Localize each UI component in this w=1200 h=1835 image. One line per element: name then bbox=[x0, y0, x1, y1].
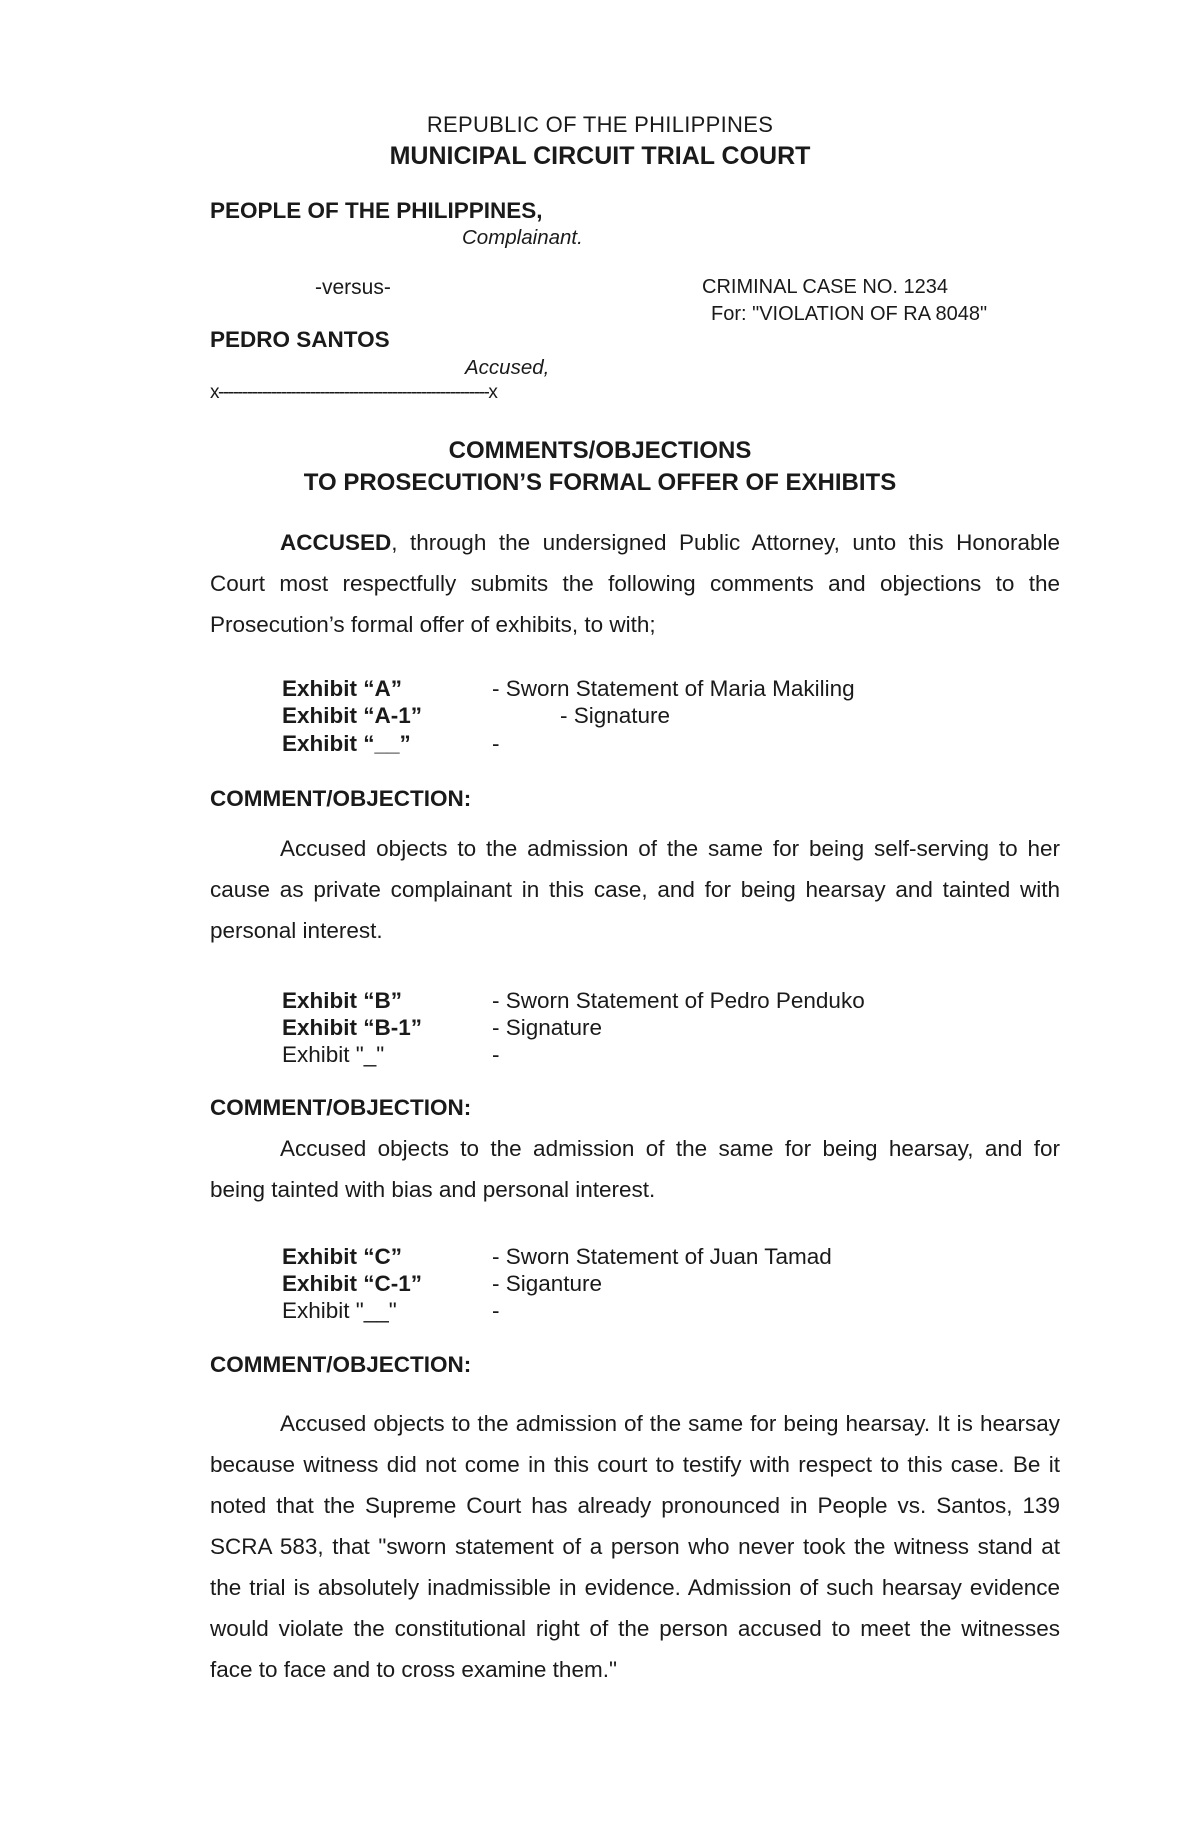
exhibit-label: Exhibit “C” bbox=[282, 1244, 403, 1269]
exhibit-description: - Sworn Statement of Juan Tamad bbox=[492, 1244, 832, 1269]
comment-paragraph bbox=[210, 1403, 1060, 1690]
exhibit-description: - Signature bbox=[492, 1015, 603, 1040]
case-for: For: "VIOLATION OF RA 8048" bbox=[711, 303, 988, 325]
plaintiff-role: Complainant. bbox=[462, 226, 583, 249]
exhibit-description: - bbox=[492, 1042, 500, 1067]
case-number: CRIMINAL CASE NO. 1234 bbox=[702, 276, 949, 298]
versus-label: -versus- bbox=[315, 276, 391, 299]
exhibit-label: Exhibit “A-1” bbox=[282, 703, 423, 728]
exhibit-description: - Signature bbox=[560, 703, 671, 728]
comment-objection-heading: COMMENT/OBJECTION: bbox=[210, 1095, 472, 1120]
comment-paragraph bbox=[210, 1128, 1060, 1210]
intro-paragraph bbox=[210, 522, 1060, 645]
plaintiff-name: PEOPLE OF THE PHILIPPINES, bbox=[210, 198, 543, 223]
accused-role: Accused, bbox=[465, 356, 550, 379]
comment-paragraph bbox=[210, 828, 1060, 951]
exhibit-label: Exhibit “A” bbox=[282, 676, 403, 701]
intro-lead: ACCUSED bbox=[280, 530, 392, 555]
exhibit-label: Exhibit “C-1” bbox=[282, 1271, 423, 1296]
exhibit-description: - Sworn Statement of Maria Makiling bbox=[492, 676, 855, 701]
exhibit-description: - bbox=[492, 731, 500, 756]
exhibit-description: - Siganture bbox=[492, 1271, 603, 1296]
intro-text: , through the undersigned Public Attorney, unto this Honorable Court most respectfully submits the following comments and objections to the Prosecution’s formal offer of exhibits, to with; bbox=[210, 530, 1060, 637]
comment-text: Accused objects to the admission of the same for being hearsay. It is hearsay because witness did not come in this court to testify with respect to this case. Be it noted that the Supreme Court has already pronounced in People vs. Santos, 139 SCRA 583, that "sworn statement of a person who never took the witness stand at the trial is absolutely inadmissible in evidence. Admission of such hearsay evidence would violate the constitutional right of the person accused to meet the witnesses face to face and to cross examine them." bbox=[210, 1411, 1060, 1682]
exhibit-label: Exhibit "__" bbox=[282, 1298, 397, 1323]
accused-name: PEDRO SANTOS bbox=[210, 327, 390, 352]
exhibit-label: Exhibit “B-1” bbox=[282, 1015, 423, 1040]
comment-objection-heading: COMMENT/OBJECTION: bbox=[210, 786, 472, 811]
exhibit-label: Exhibit "_" bbox=[282, 1042, 385, 1067]
exhibit-label: Exhibit “__” bbox=[282, 731, 411, 756]
exhibit-label: Exhibit “B” bbox=[282, 988, 403, 1013]
republic-heading: REPUBLIC OF THE PHILIPPINES bbox=[426, 112, 774, 137]
comment-objection-heading: COMMENT/OBJECTION: bbox=[210, 1352, 472, 1377]
caption-separator: x--------------------------------------------------------x bbox=[210, 382, 497, 403]
court-heading: MUNICIPAL CIRCUIT TRIAL COURT bbox=[389, 142, 811, 170]
comment-text: Accused objects to the admission of the same for being hearsay, and for being tainted with bias and personal interest. bbox=[210, 1136, 1060, 1202]
exhibit-description: - Sworn Statement of Pedro Penduko bbox=[492, 988, 865, 1013]
exhibit-description: - bbox=[492, 1298, 500, 1323]
document-title-line-1: COMMENTS/OBJECTIONS bbox=[448, 437, 752, 464]
comment-text: Accused objects to the admission of the same for being self-serving to her cause as private complainant in this case, and for being hearsay and tainted with personal interest. bbox=[210, 836, 1060, 943]
document-title-line-2: TO PROSECUTION’S FORMAL OFFER OF EXHIBITS bbox=[303, 469, 897, 496]
